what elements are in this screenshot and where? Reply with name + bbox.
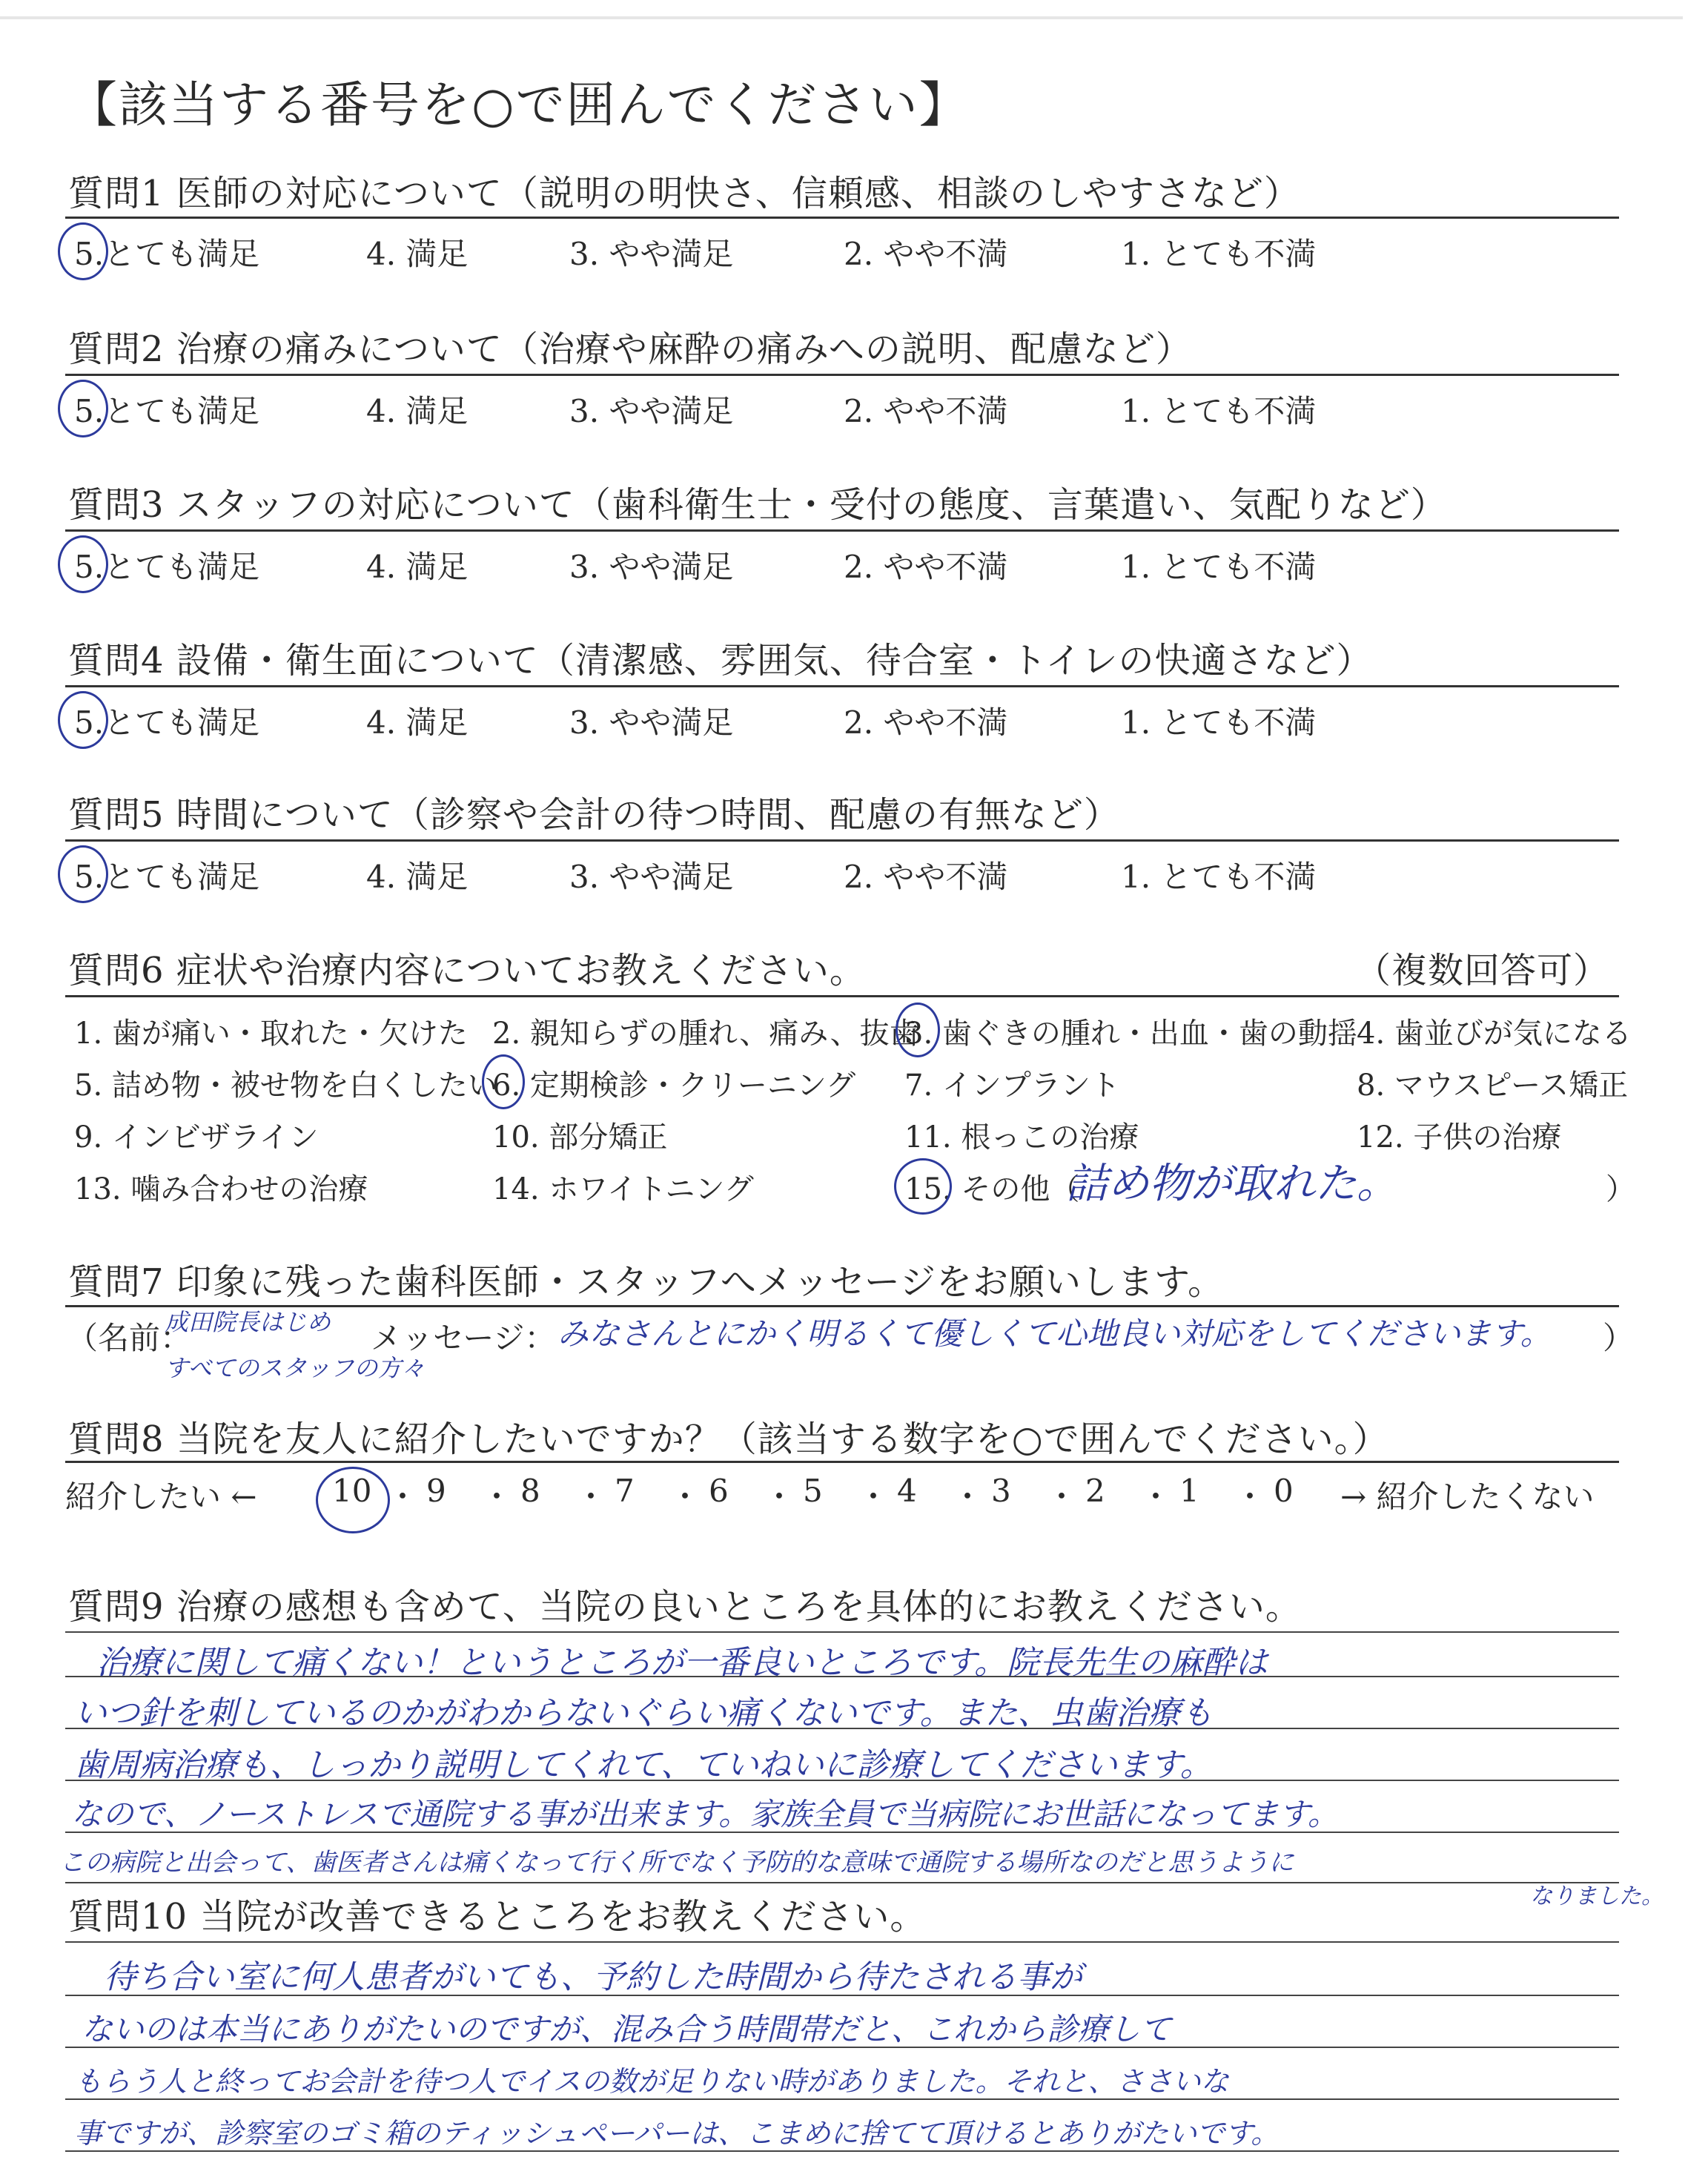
selection-circle: [896, 1003, 940, 1057]
q9-answer-line-4: なので、ノーストレスで通院する事が出来ます。家族全員で当病院にお世話になってます。: [71, 1796, 1339, 1832]
scale-value-0[interactable]: 0: [1274, 1473, 1294, 1509]
other-close-paren: ）: [1606, 1172, 1635, 1206]
selection-circle: [58, 691, 108, 749]
question-2-title: 質問2 治療の痛みについて（治療や麻酔の痛みへの説明、配慮など）: [68, 328, 1192, 370]
symptom-option-14[interactable]: 14. ホワイトニング: [492, 1172, 754, 1206]
answer-rule: [65, 1882, 1619, 1883]
scale-value-2[interactable]: 2: [1085, 1473, 1105, 1509]
name-handwritten-line2: すべてのスタッフの方々: [165, 1354, 426, 1382]
symptom-option-1[interactable]: 1. 歯が痛い・取れた・欠けた: [74, 1017, 468, 1051]
q9-answer-line-6: なりました。: [1530, 1883, 1664, 1909]
scale-separator-dot: ・: [1140, 1479, 1172, 1515]
question-4-rule: [65, 685, 1619, 687]
question-1-rule: [65, 217, 1619, 219]
scale-separator-dot: ・: [952, 1479, 984, 1515]
scale-value-1[interactable]: 1: [1179, 1473, 1199, 1509]
scale-value-5[interactable]: 5: [803, 1473, 823, 1509]
option-2[interactable]: 2. やや不満: [844, 859, 1008, 895]
selection-circle: [58, 380, 108, 437]
question-6-rule: [65, 995, 1619, 997]
q9-answer-line-3: 歯周病治療も、しっかり説明してくれて、ていねいに診療してくださいます。: [74, 1746, 1213, 1784]
question-6-note: （複数回答可）: [1355, 950, 1610, 991]
recommend-right-label: → 紹介したくない: [1340, 1479, 1595, 1515]
selection-circle: [894, 1158, 952, 1215]
option-5[interactable]: 5.とても満足: [74, 704, 260, 741]
name-handwritten-line1: 成田院長はじめ: [165, 1308, 331, 1336]
question-1-title: 質問1 医師の対応について（説明の明快さ、信頼感、相談のしやすさなど）: [68, 173, 1300, 214]
question-5-rule: [65, 839, 1619, 842]
symptom-option-13[interactable]: 13. 噛み合わせの治療: [74, 1172, 368, 1206]
scale-value-9[interactable]: 9: [426, 1473, 446, 1509]
scale-separator-dot: ・: [481, 1479, 513, 1515]
option-4[interactable]: 4. 満足: [366, 704, 469, 741]
message-close-paren: ）: [1603, 1320, 1635, 1356]
symptom-option-2[interactable]: 2. 親知らずの腫れ、痛み、抜歯: [492, 1017, 919, 1051]
question-5-title: 質問5 時間について（診察や会計の待つ時間、配慮の有無など）: [68, 794, 1120, 836]
answer-rule: [65, 1941, 1619, 1943]
q10-answer-line-2: ないのは本当にありがたいのですが、混み合う時間帯だと、これから診療して: [82, 2011, 1172, 2047]
selection-circle: [482, 1054, 525, 1109]
other-handwritten: 詰め物が取れた。: [1066, 1160, 1398, 1208]
option-1[interactable]: 1. とても不満: [1121, 549, 1317, 585]
scale-separator-dot: ・: [387, 1479, 419, 1515]
option-4[interactable]: 4. 満足: [366, 549, 469, 585]
scale-value-4[interactable]: 4: [897, 1473, 917, 1509]
q10-answer-line-1: 待ち合い室に何人患者がいても、予約した時間から待たされる事が: [104, 1958, 1082, 1996]
option-3[interactable]: 3. やや満足: [569, 236, 734, 272]
option-1[interactable]: 1. とても不満: [1121, 859, 1317, 895]
scale-separator-dot: ・: [858, 1479, 890, 1515]
scale-separator-dot: ・: [669, 1479, 701, 1515]
scale-separator-dot: ・: [1046, 1479, 1078, 1515]
question-4-title: 質問4 設備・衛生面について（清潔感、雰囲気、待合室・トイレの快適さなど）: [68, 640, 1373, 681]
option-4[interactable]: 4. 満足: [366, 236, 469, 272]
option-5[interactable]: 5.とても満足: [74, 393, 260, 429]
answer-rule: [65, 1631, 1619, 1633]
option-4[interactable]: 4. 満足: [366, 393, 469, 429]
option-5[interactable]: 5.とても満足: [74, 549, 260, 585]
selection-circle: [58, 535, 108, 593]
option-1[interactable]: 1. とても不満: [1121, 704, 1317, 741]
recommend-left-label: 紹介したい ←: [65, 1479, 257, 1515]
option-3[interactable]: 3. やや満足: [569, 704, 734, 741]
message-handwritten: みなさんとにかく明るくて優しくて心地良い対応をしてくださいます。: [557, 1315, 1552, 1352]
scale-value-10[interactable]: 10: [332, 1473, 372, 1509]
selection-circle: [316, 1467, 390, 1533]
symptom-option-3[interactable]: 3. 歯ぐきの腫れ・出血・歯の動揺: [904, 1017, 1357, 1051]
question-9-title: 質問9 治療の感想も含めて、当院の良いところを具体的にお教えください。: [68, 1586, 1302, 1628]
symptom-option-15[interactable]: 15. その他（: [904, 1172, 1080, 1206]
scale-value-6[interactable]: 6: [709, 1473, 729, 1509]
symptom-option-12[interactable]: 12. 子供の治療: [1357, 1120, 1562, 1155]
option-4[interactable]: 4. 満足: [366, 859, 469, 895]
symptom-option-11[interactable]: 11. 根っこの治療: [904, 1120, 1139, 1155]
symptom-option-7[interactable]: 7. インプラント: [904, 1069, 1120, 1103]
option-5[interactable]: 5.とても満足: [74, 236, 260, 272]
question-8-title: 質問8 当院を友人に紹介したいですか？（該当する数字を○で囲んでください。）: [68, 1418, 1389, 1460]
selection-circle: [58, 845, 108, 903]
scale-value-8[interactable]: 8: [520, 1473, 540, 1509]
option-3[interactable]: 3. やや満足: [569, 549, 734, 585]
symptom-option-9[interactable]: 9. インビザライン: [74, 1120, 319, 1155]
q9-answer-line-5: この病院と出会って、歯医者さんは痛くなって行く所でなく予防的な意味で通院する場所なのだと思うように: [59, 1848, 1294, 1877]
option-3[interactable]: 3. やや満足: [569, 393, 734, 429]
question-6-title: 質問6 症状や治療内容についてお教えください。: [68, 950, 866, 991]
scale-value-7[interactable]: 7: [615, 1473, 635, 1509]
q9-answer-line-2: いつ針を刺しているのかがわからないぐらい痛くないです。また、虫歯治療も: [74, 1694, 1214, 1732]
option-1[interactable]: 1. とても不満: [1121, 393, 1317, 429]
q10-answer-line-4: 事ですが、診察室のゴミ箱のティッシュペーパーは、こまめに捨てて頂けるとありがたいです。: [74, 2117, 1280, 2150]
question-7-title: 質問7 印象に残った歯科医師・スタッフへメッセージをお願いします。: [68, 1261, 1225, 1303]
scale-separator-dot: ・: [764, 1479, 795, 1515]
option-3[interactable]: 3. やや満足: [569, 859, 734, 895]
symptom-option-8[interactable]: 8. マウスピース矯正: [1357, 1069, 1629, 1103]
message-label: メッセージ：: [371, 1320, 556, 1356]
option-2[interactable]: 2. やや不満: [844, 393, 1008, 429]
page-header: 【該当する番号を○で囲んでください】: [68, 76, 970, 133]
selection-circle: [58, 222, 108, 280]
question-3-title: 質問3 スタッフの対応について（歯科衛生士・受付の態度、言葉遣い、気配りなど）: [68, 484, 1447, 526]
option-2[interactable]: 2. やや不満: [844, 236, 1008, 272]
question-10-title: 質問10 当院が改善できるところをお教えください。: [68, 1896, 927, 1938]
question-8-rule: [65, 1461, 1619, 1463]
symptom-option-6[interactable]: 6. 定期検診・クリーニング: [492, 1069, 856, 1103]
q9-answer-line-1: 治療に関して痛くない！というところが一番良いところです。院長先生の麻酔は: [96, 1644, 1268, 1682]
option-1[interactable]: 1. とても不満: [1121, 236, 1317, 272]
question-3-rule: [65, 529, 1619, 532]
option-5[interactable]: 5.とても満足: [74, 859, 260, 895]
question-2-rule: [65, 374, 1619, 376]
scale-value-3[interactable]: 3: [991, 1473, 1011, 1509]
option-2[interactable]: 2. やや不満: [844, 704, 1008, 741]
top-edge-rule: [0, 16, 1683, 19]
symptom-option-5[interactable]: 5. 詰め物・被せ物を白くしたい: [74, 1069, 497, 1103]
symptom-option-10[interactable]: 10. 部分矯正: [492, 1120, 668, 1155]
name-label: （名前：: [67, 1320, 192, 1356]
scale-separator-dot: ・: [575, 1479, 607, 1515]
symptom-option-4[interactable]: 4. 歯並びが気になる: [1357, 1017, 1632, 1051]
scale-separator-dot: ・: [1234, 1479, 1266, 1515]
q10-answer-line-3: もらう人と終ってお会計を待つ人でイスの数が足りない時がありました。それと、ささいな: [74, 2065, 1229, 2098]
option-2[interactable]: 2. やや不満: [844, 549, 1008, 585]
